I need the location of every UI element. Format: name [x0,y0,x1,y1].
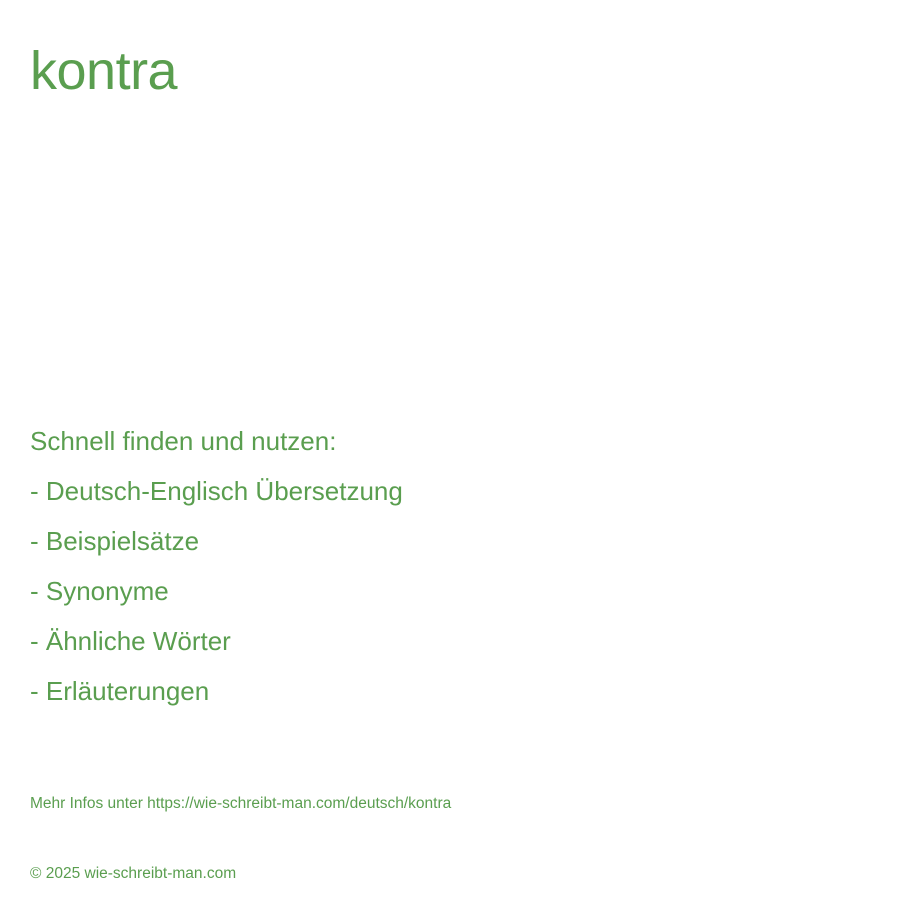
feature-item-example-sentences: - Beispielsätze [30,526,200,556]
feature-item-similar-words: - Ähnliche Wörter [30,626,231,656]
feature-item-explanations: - Erläuterungen [30,676,210,706]
more-info-text: Mehr Infos unter https://wie-schreibt-man.com/deutsch/kontra [30,795,452,812]
feature-list [30,422,403,722]
feature-list-heading: Schnell finden und nutzen: [30,426,337,456]
copyright-text: © 2025 wie-schreibt-man.com [30,865,237,882]
page-title: kontra [30,41,178,101]
feature-item-synonyms: - Synonyme [30,576,169,606]
feature-item-translation: - Deutsch-Englisch Übersetzung [30,476,403,506]
